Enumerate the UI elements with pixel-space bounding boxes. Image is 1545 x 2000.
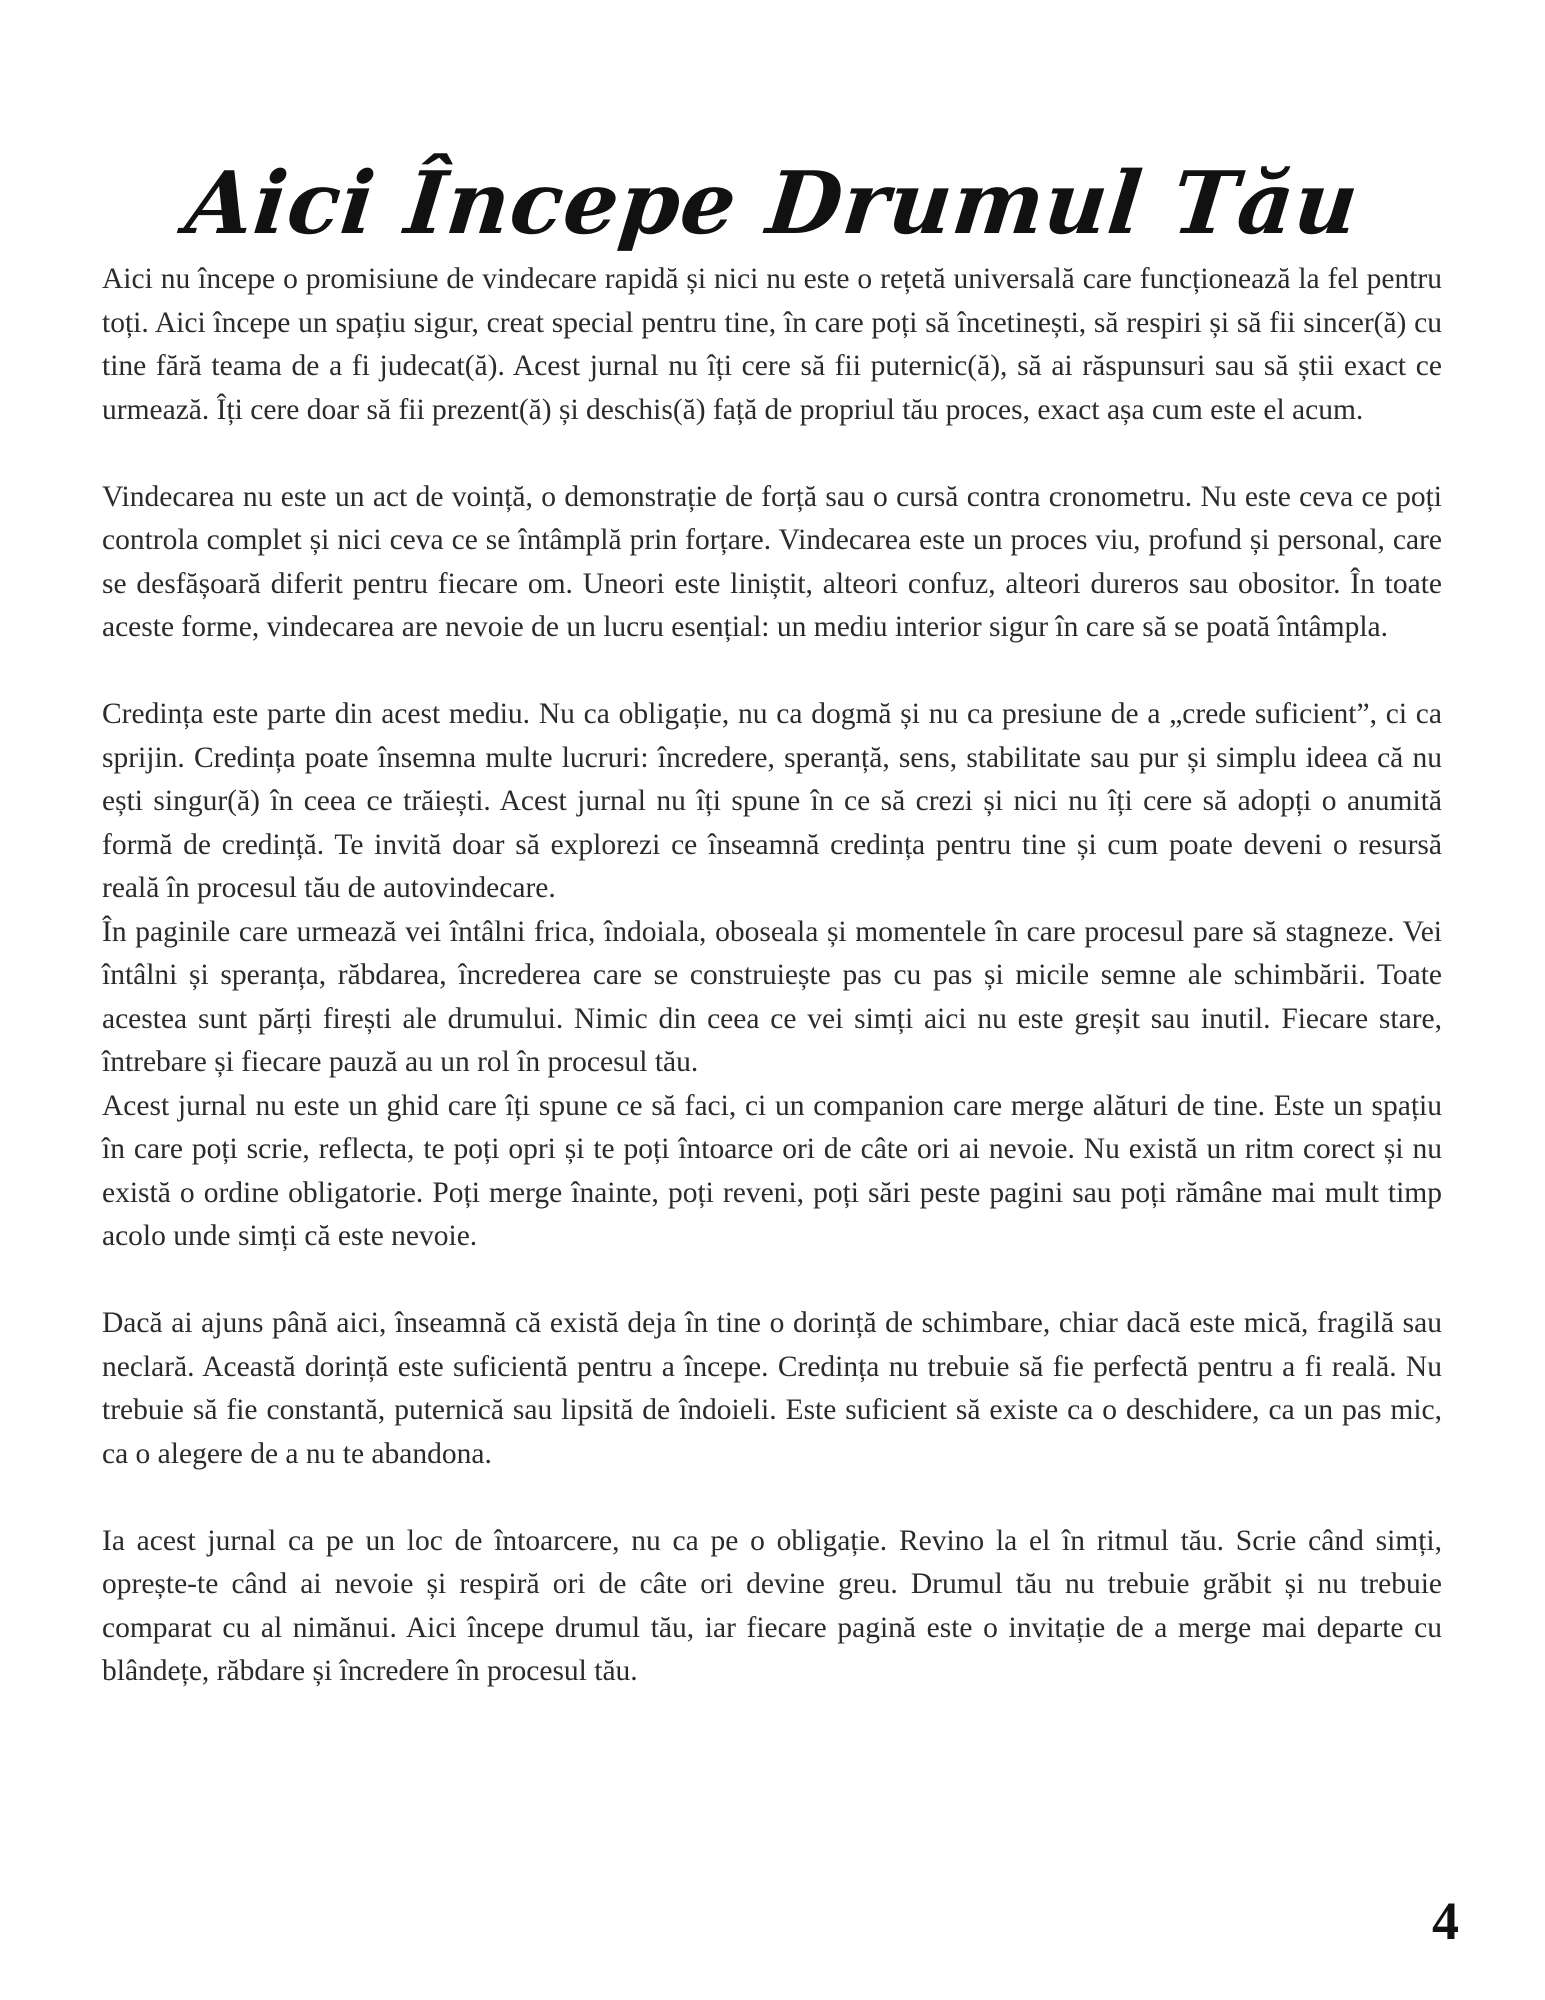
paragraph-5: Acest jurnal nu este un ghid care îți spune ce să faci, ci un companion care merge alături de tine. Este un spațiu în care poți scrie, reflecta, te poți opri și te poți întoarce ori de câte ori ai nevoie. Nu există un ritm corect și nu există o ordine obligatorie. Poți merge înainte, poți reveni, poți sări peste pagini sau poți rămâne mai mult timp acolo unde simți că este nevoie.: [102, 1089, 1442, 1252]
paragraph-6: Dacă ai ajuns până aici, înseamnă că există deja în tine o dorință de schimbare, chiar dacă este mică, fragilă sau neclară. Această dorință este suficientă pentru a începe. Credința nu trebuie să fie perfectă pentru a fi reală. Nu trebuie să fie constantă, puternică sau lipsită de îndoieli. Este suficient să existe ca o deschidere, ca un pas mic, ca o alegere de a nu te abandona.: [102, 1307, 1442, 1470]
paragraph-1: Aici nu începe o promisiune de vindecare rapidă și nici nu este o rețetă universală care funcționează la fel pentru toți. Aici începe un spațiu sigur, creat special pentru tine, în care poți să încetinești, să respiri și să fii sincer(ă) cu tine fără teama de a fi judecat(ă). Acest jurnal nu îți cere să fii puternic(ă), să ai răspunsuri sau să știi exact ce urmează. Îți cere doar să fii prezent(ă) și deschis(ă) față de propriul tău proces, exact așa cum este el acum.: [102, 263, 1442, 426]
paragraph-7: Ia acest jurnal ca pe un loc de întoarcere, nu ca pe o obligație. Revino la el în ritmul tău. Scrie când simți, oprește-te când ai nevoie și respiră ori de câte ori devine greu. Drumul tău nu trebuie grăbit și nu trebuie comparat cu al nimănui. Aici începe drumul tău, iar fiecare pagină este o invitație de a merge mai departe cu blândețe, răbdare și încredere în procesul tău.: [102, 1524, 1442, 1687]
paragraph-3: Credința este parte din acest mediu. Nu ca obligație, nu ca dogmă și nu ca presiune de a „crede suficient”, ci ca sprijin. Credința poate însemna multe lucruri: încredere, speranță, sens, stabilitate sau pur și simplu ideea că nu ești singur(ă) în ceea ce trăiești. Acest jurnal nu îți spune în ce să crezi și nici nu îți cere să adopți o anumită formă de credință. Te invită doar să explorezi ce înseamnă credința pentru tine și cum poate deveni o resursă reală în procesul tău de autovindecare.: [102, 698, 1442, 904]
paragraph-2: Vindecarea nu este un act de voință, o demonstrație de forță sau o cursă contra cronometru. Nu este ceva ce poți controla complet și nici ceva ce se întâmplă prin forțare. Vindecarea este un proces viu, profund și personal, care se desfășoară diferit pentru fiecare om. Uneori este liniștit, alteori confuz, alteori dureros sau obositor. În toate aceste forme, vindecarea are nevoie de un lucru esențial: un mediu interior sigur în care să se poată întâmpla.: [102, 480, 1442, 643]
paragraph-4: În paginile care urmează vei întâlni frica, îndoiala, oboseala și momentele în care procesul pare să stagneze. Vei întâlni și speranța, răbdarea, încrederea care se construiește pas cu pas și micile semne ale schimbării. Toate acestea sunt părți firești ale drumului. Nimic din ceea ce vei simți aici nu este greșit sau inutil. Fiecare stare, întrebare și fiecare pauză au un rol în procesul tău.: [102, 915, 1442, 1078]
page-title: Aici Începe Drumul Tău: [181, 152, 1364, 254]
page-number: 4: [1432, 1891, 1459, 1951]
body-text: [102, 258, 1442, 1694]
